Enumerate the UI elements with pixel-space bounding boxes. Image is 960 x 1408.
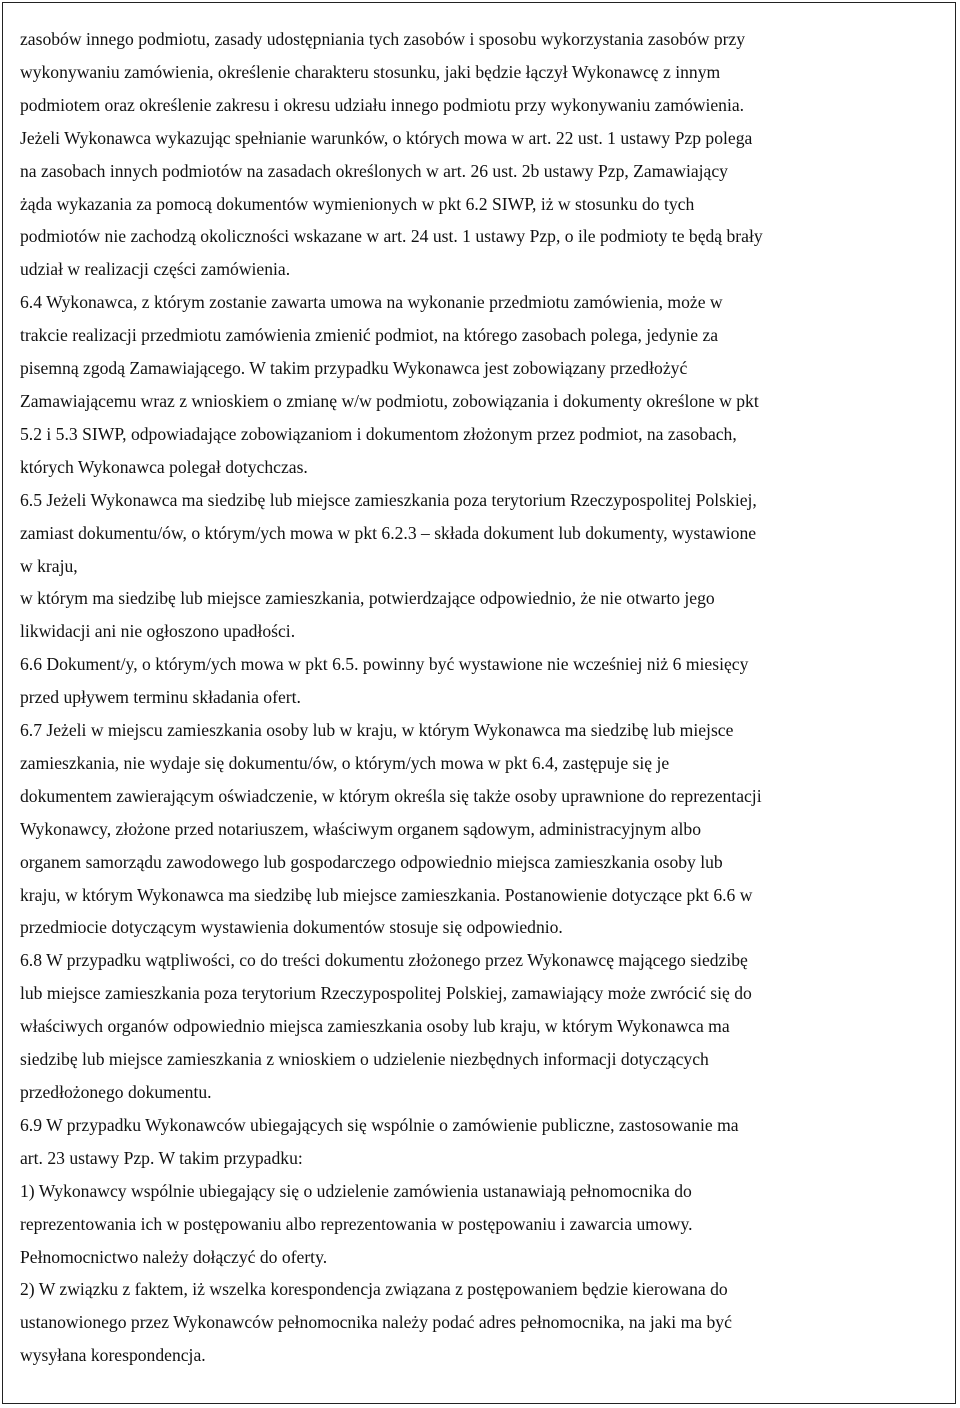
text-line: których Wykonawca polegał dotychczas. xyxy=(20,456,308,477)
text-line: zamieszkania, nie wydaje się dokumentu/ów, o którym/ych mowa w pkt 6.4, zastępuje się je xyxy=(20,752,670,773)
document-body xyxy=(20,23,944,1372)
text-line: Jeżeli Wykonawca wykazując spełnianie warunków, o których mowa w art. 22 ust. 1 ustawy Pzp polega xyxy=(20,127,753,148)
text-line: Zamawiającemu wraz z wnioskiem o zmianę w/w podmiotu, zobowiązania i dokumenty określone w pkt xyxy=(20,390,759,411)
text-line: lub miejsce zamieszkania poza terytorium Rzeczypospolitej Polskiej, zamawiający może zwrócić się do xyxy=(20,983,752,1004)
text-line: żąda wykazania za pomocą dokumentów wymienionych w pkt 6.2 SIWP, iż w stosunku do tych xyxy=(20,193,695,214)
text-line: Wykonawcy, złożone przed notariuszem, właściwym organem sądowym, administracyjnym albo xyxy=(20,818,701,839)
text-line: na zasobach innych podmiotów na zasadach określonych w art. 26 ust. 2b ustawy Pzp, Zamawiający xyxy=(20,160,728,181)
text-line: siedzibę lub miejsce zamieszkania z wnioskiem o udzielenie niezbędnych informacji dotyczących xyxy=(20,1049,709,1070)
text-line: przed upływem terminu składania ofert. xyxy=(20,687,301,708)
text-line: ustanowionego przez Wykonawców pełnomocnika należy podać adres pełnomocnika, na jaki ma być xyxy=(20,1312,732,1333)
text-line: 6.6 Dokument/y, o którym/ych mowa w pkt 6.5. powinny być wystawione nie wcześniej niż 6 miesięcy xyxy=(20,654,749,675)
text-line: 5.2 i 5.3 SIWP, odpowiadające zobowiązaniom i dokumentom złożonym przez podmiot, na zasobach, xyxy=(20,423,737,444)
text-line: 1) Wykonawcy wspólnie ubiegający się o udzielenie zamówienia ustanawiają pełnomocnika do xyxy=(20,1180,692,1201)
text-line: udział w realizacji części zamówienia. xyxy=(20,259,291,280)
text-line: trakcie realizacji przedmiotu zamówienia zmienić podmiot, na którego zasobach polega, jedynie za xyxy=(20,325,719,346)
text-line: w którym ma siedzibę lub miejsce zamieszkania, potwierdzające odpowiednio, że nie otwarto jego xyxy=(20,588,715,609)
document-page xyxy=(2,2,956,1404)
text-line: likwidacji ani nie ogłoszono upadłości. xyxy=(20,621,296,642)
text-line: wysyłana korespondencja. xyxy=(20,1345,206,1366)
text-line: reprezentowania ich w postępowaniu albo reprezentowania w postępowaniu i zawarcia umowy. xyxy=(20,1213,693,1234)
text-line: kraju, w którym Wykonawca ma siedzibę lub miejsce zamieszkania. Postanowienie dotyczące pkt 6.6 w xyxy=(20,884,753,905)
text-line: art. 23 ustawy Pzp. W takim przypadku: xyxy=(20,1147,303,1168)
text-line: przedmiocie dotyczącym wystawienia dokumentów stosuje się odpowiednio. xyxy=(20,917,563,938)
text-line: 2) W związku z faktem, iż wszelka korespondencja związana z postępowaniem będzie kierowana do xyxy=(20,1279,728,1300)
text-line: organem samorządu zawodowego lub gospodarczego odpowiednio miejsca zamieszkania osoby lub xyxy=(20,851,723,872)
text-line: 6.8 W przypadku wątpliwości, co do treści dokumentu złożonego przez Wykonawcę mającego siedzibę xyxy=(20,950,748,971)
text-line: zasobów innego podmiotu, zasady udostępniania tych zasobów i sposobu wykorzystania zasobów przy xyxy=(20,29,746,49)
text-line: 6.4 Wykonawca, z którym zostanie zawarta umowa na wykonanie przedmiotu zamówienia, może w xyxy=(20,292,723,313)
text-line: wykonywaniu zamówienia, określenie charakteru stosunku, jaki będzie łączył Wykonawcę z innym xyxy=(20,61,721,82)
text-line: 6.5 Jeżeli Wykonawca ma siedzibę lub miejsce zamieszkania poza terytorium Rzeczypospolitej Polskiej, xyxy=(20,489,757,510)
text-line: dokumentem zawierającym oświadczenie, w którym określa się także osoby uprawnione do reprezentacji xyxy=(20,785,762,806)
text-line: 6.7 Jeżeli w miejscu zamieszkania osoby lub w kraju, w którym Wykonawca ma siedzibę lub miejsce xyxy=(20,720,734,741)
text-line: pisemną zgodą Zamawiającego. W takim przypadku Wykonawca jest zobowiązany przedłożyć xyxy=(20,358,688,379)
text-line: zamiast dokumentu/ów, o którym/ych mowa w pkt 6.2.3 – składa dokument lub dokumenty, wystawione xyxy=(20,522,757,543)
text-line: właściwych organów odpowiednio miejsca zamieszkania osoby lub kraju, w którym Wykonawca ma xyxy=(20,1016,730,1037)
text-line: podmiotów nie zachodzą okoliczności wskazane w art. 24 ust. 1 ustawy Pzp, o ile podmioty te będą brały xyxy=(20,226,763,247)
text-line: w kraju, xyxy=(20,555,78,576)
text-line: przedłożonego dokumentu. xyxy=(20,1082,212,1102)
text-line: 6.9 W przypadku Wykonawców ubiegających się wspólnie o zamówienie publiczne, zastosowanie ma xyxy=(20,1114,739,1135)
text-line: Pełnomocnictwo należy dołączyć do oferty. xyxy=(20,1246,328,1267)
text-line: podmiotem oraz określenie zakresu i okresu udziału innego podmiotu przy wykonywaniu zamówienia. xyxy=(20,94,745,115)
